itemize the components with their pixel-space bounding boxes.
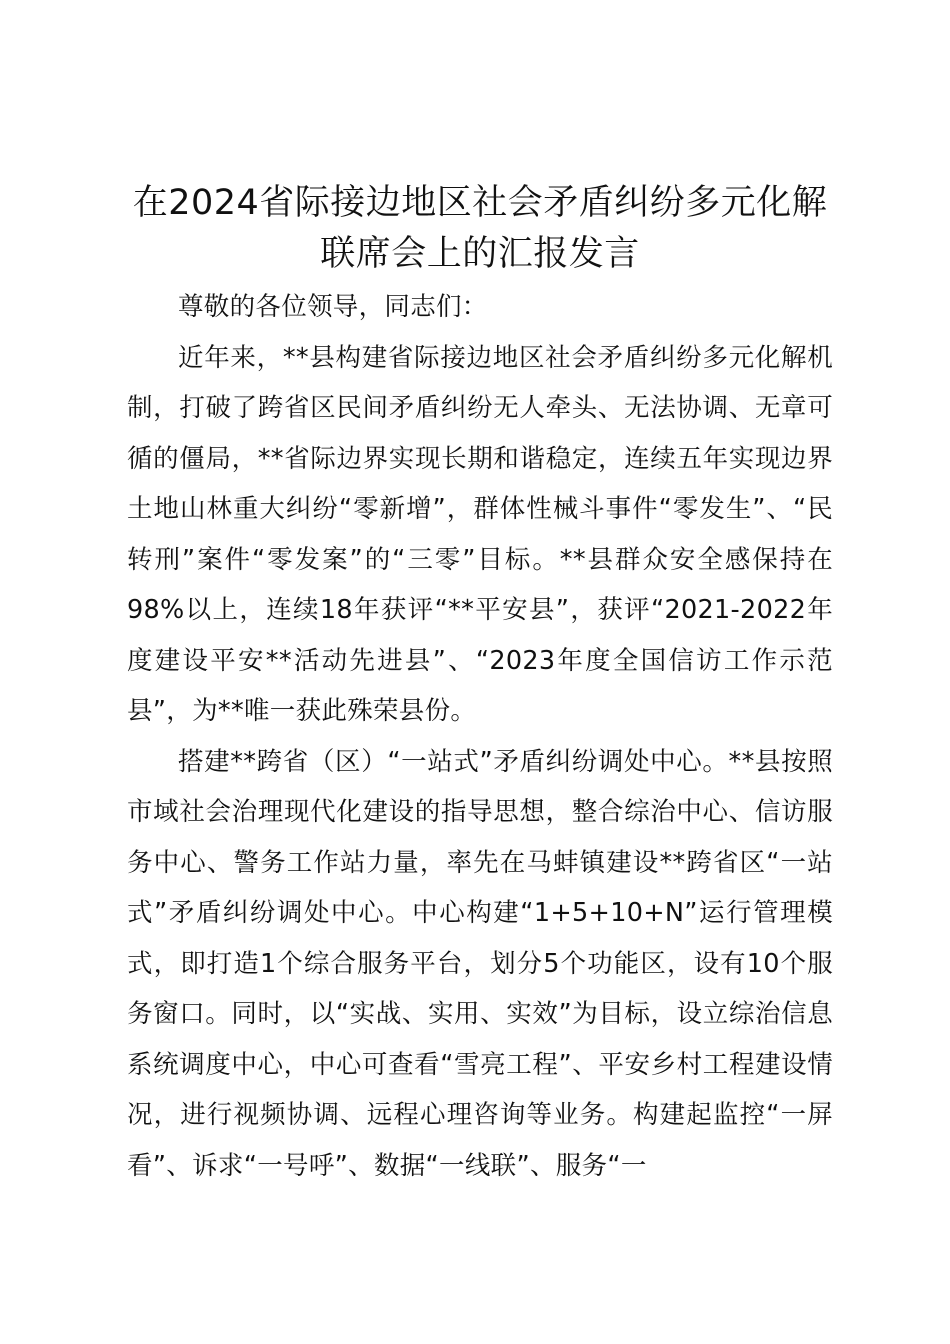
document-body xyxy=(127,282,833,1191)
paragraph-one-stop-center: 搭建**跨省（区）“一站式”矛盾纠纷调处中心。**县按照市域社会治理现代化建设的指导思想，整合综治中心、信访服务中心、警务工作站力量，率先在马蚌镇建设**跨省区“一站式”矛盾纠纷调处中心。中心构建“1+5+10+N”运行管理模式，即打造1个综合服务平台，划分5个功能区，设有10个服务窗口。同时，以“实战、实用、实效”为目标，设立综治信息系统调度中心，中心可查看“雪亮工程”、平安乡村工程建设情况，进行视频协调、远程心理咨询等业务。构建起监控“一屏看”、诉求“一号呼”、数据“一线联”、服务“一 xyxy=(127,746,833,1181)
paragraph-intro: 近年来，**县构建省际接边地区社会矛盾纠纷多元化解机制，打破了跨省区民间矛盾纠纷无人牵头、无法协调、无章可循的僵局，**省际边界实现长期和谐稳定，连续五年实现边界土地山林重大纠纷“零新增”，群体性械斗事件“零发生”、“民转刑”案件“零发案”的“三零”目标。**县群众安全感保持在98%以上，连续18年获评“**平安县”，获评“2021-2022年度建设平安**活动先进县”、“2023年度全国信访工作示范县”，为**唯一获此殊荣县份。 xyxy=(127,342,833,726)
document-title: 在2024省际接边地区社会矛盾纠纷多元化解联席会上的汇报发言 xyxy=(132,183,828,274)
salutation: 尊敬的各位领导，同志们： xyxy=(178,292,488,322)
